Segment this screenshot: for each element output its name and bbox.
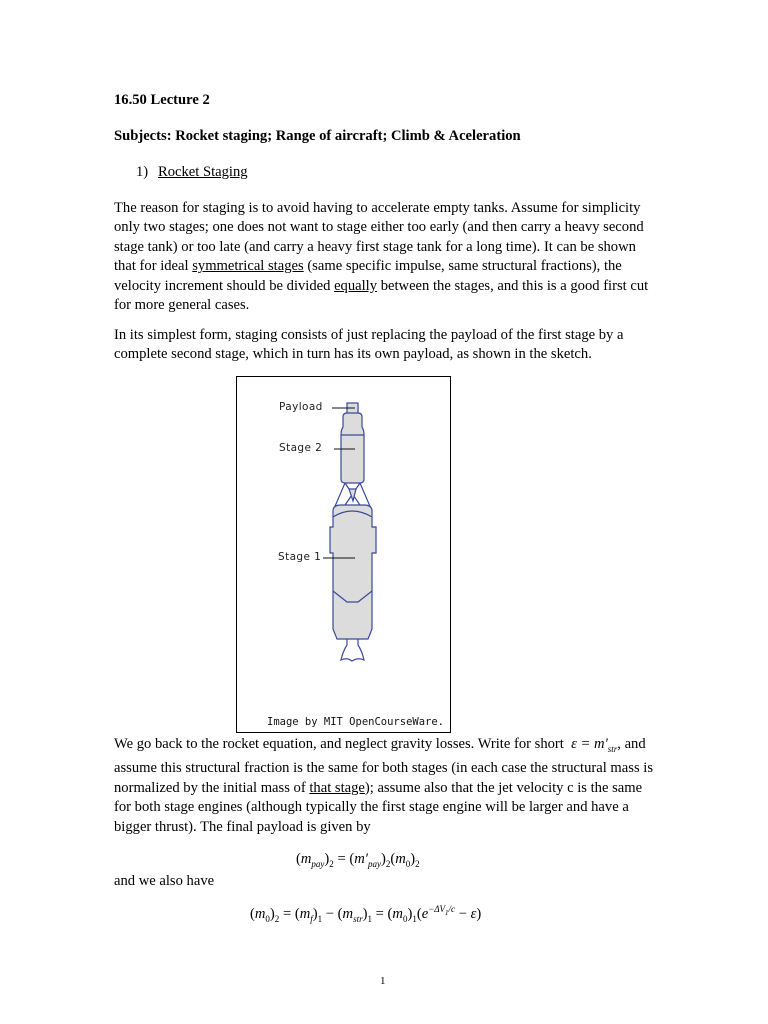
section-title: Rocket Staging: [158, 164, 248, 180]
para1-text-b: (same specific impulse, same structural fractions), the velocity increment should be divided: [114, 258, 622, 294]
subjects-heading: Subjects: Rocket staging; Range of aircraft; Climb & Aceleration: [114, 128, 521, 144]
paragraph-rocket-equation: [114, 735, 654, 837]
and-also-text: and we also have: [114, 873, 215, 889]
para3-underline-that-stage: that stage: [309, 779, 365, 796]
stage2-nozzle: [349, 489, 356, 501]
image-credit: Image by MIT OpenCourseWare.: [267, 716, 445, 728]
section-heading: [136, 164, 248, 181]
para3-text-c: ); assume also that the jet velocity c is the same for both stage engines (although typically the first stage engine will be larger and have a bigger thrust). The final payload is given by: [114, 779, 643, 835]
paragraph-simplest-form: In its simplest form, staging consists of just replacing the payload of the first stage by a complete second stage, which in turn has its own payload, as shown in the sketch.: [114, 327, 624, 363]
stage1-label: Stage 1: [278, 551, 322, 563]
payload-equation: $(m_{pay})_2 = (m'_{pay})_2(m_0)_2$: [296, 851, 420, 869]
rocket-sketch-figure: [236, 376, 451, 733]
rocket-drawing: [237, 377, 452, 734]
epsilon-definition-math: $\varepsilon = m'_{str}$: [567, 736, 618, 754]
stage2-shape: [341, 413, 364, 483]
para1-text-c: between the stages, and this is a good first cut for more general cases.: [114, 277, 649, 314]
paragraph-staging-intro: [114, 199, 654, 315]
para3-text-a: We go back to the rocket equation, and neglect gravity losses. Write for short: [114, 736, 568, 752]
para1-underline-equally: equally: [334, 277, 378, 294]
para1-underline-symmetrical: symmetrical stages: [192, 258, 304, 275]
section-number: 1): [136, 164, 149, 180]
para1-text-a: The reason for staging is to avoid having to accelerate empty tanks. Assume for simplicity only two stages; one does not want to stage either too early (and then carry a heavy second stage tank) or too late (and carry a heavy first stage tank for a long time). It can be shown that for ideal: [114, 200, 644, 275]
stage1-shape: [330, 505, 376, 639]
para3-text-b: , and assume this structural fraction is the same for both stages (in each case the structural mass is normalized by the initial mass of: [114, 736, 653, 796]
page-number: 1: [380, 975, 386, 987]
mass-equation: $(m_0)_2 = (m_f)_1 - (m_{str})_1 = (m_0)_1(e^{-\Delta V_1/c} - \varepsilon)$: [250, 904, 482, 924]
payload-label: Payload: [279, 401, 323, 413]
stage2-label: Stage 2: [279, 442, 323, 454]
stage1-engine: [341, 639, 364, 661]
lecture-title: 16.50 Lecture 2: [114, 92, 210, 108]
